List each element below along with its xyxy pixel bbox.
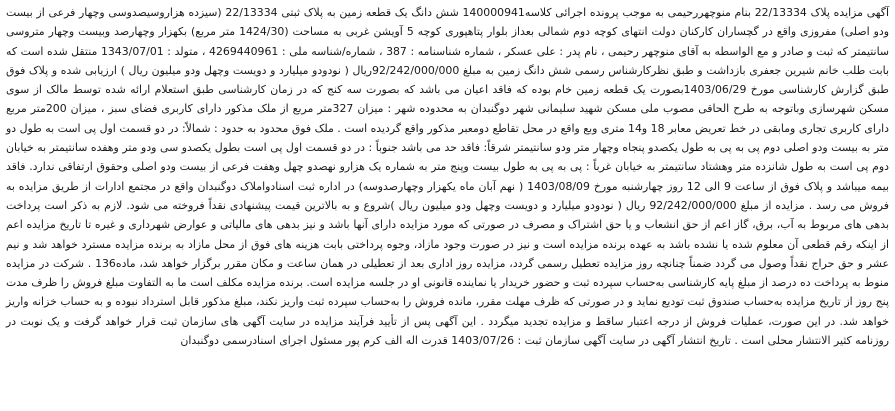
- notice-body-text: آگهی مزایده پلاک 22/13334 بنام منوچهررحیمی به موجب پرونده اجرائی کلاسه140000941 شش دانگ یک قطعه زمین به پلاک ثبتی 22/13334 (سیزده هزاروسیصدوسی وچهار فرعی از بیست ودو اصلی) مفروزی واقع در گچساران کارکنان دولت انتهای کوچه دوم شمالی بعداز بلوار پتاهپوری کوچه 5 آویشن غربی به مساحت (1424/30 متر مربع) بکهزار وچهارصد وبیست وچهار متروسی سانتیمتر که ثبت و صادر و مع الواسطه به آقای منوچهر رحیمی ، نام پدر : علی عسکر ، شماره شناسنامه : 387 ، شماره/شناسه ملی : 4269440961 ، متولد : 1343/07/01 منتقل شده است که بابت طلب خانم شیرین جعفری بازداشت و طبق نظرکارشناس رسمی شش دانگ زمین به مبلغ 92/242/000/000ریال ( نودودو میلیارد و دویست وچهل ودو میلیون ریال ) ارزیابی شده و پلاک فوق طبق گزارش کارشناسی مورخ 1403/06/29بصورت یک قطعه زمین خام بوده که فاقد اعیان می باشد که بصورت سه کنج که در زمان کارشناسی طبق استعلام ارائه شده توسط مالک از سوی مسکن شهرسازی وباتوجه به طرح الحاقی مصوب ملی مسکن شهید سلیمانی شهر دوگنبدان به محدوده شهر : میزان 327متر مربع از ملک مذکور دارای کاربری فضای سبز ، میزان 200متر مربع دارای کاربری تجاری ومابقی در خط تعریض معابر 18 و14 متری وبع واقع در محل تقاطع دومعبر مذکور واقع گردیده است . ملک فوق محدود به حدود : شمالاً: در دو قسمت اول پی است به طول دو متر به بیست ودو اصلی دوم پی به پی به طول یکصدو پنجاه وچهار متر ودو سانتیمتر شرقاً: فاقد حد می باشد جنوباً : در دو قسمت اول پی است بطول یکصدو سی ودو متر وهفده سانتیمتر به خیابان دوم پی است به طول شانزده متر وهشتاد سانتیمتر به خیابان غرباً : پی به پی به طول بیست وپنج متر به شماره یک هزارو نهصدو چهل وهفت فرعی از بیست ودو اصلی وحقوق ارتفاقی ندارد. فاقد بیمه میباشد و پلاک فوق از ساعت 9 الی 12 روز چهارشنبه مورخ 1403/08/09 ( نهم آبان ماه یکهزار وچهارصدوسه) در اداره ثبت اسنادواملاک دوگنبدان واقع در مجتمع ادارات از طریق مزایده به فروش می رسد . مزایده از مبلغ 92/242/000/000 ریال ( نودودو میلیارد و دویست وچهل ودو میلیون ریال )شروع و به بالاترین قیمت پیشنهادی نقداً فروخته می شود. لازم به ذکر است پرداخت بدهی های مربوط به آب، برق، گاز اعم از حق انشعاب و یا حق اشتراک و مصرف در صورتی که مورد مزایده دارای آنها باشد و نیز بدهی های مالیاتی و عوارض شهرداری و غیره تا تاریخ مزایده اعم از اینکه رقم قطعی آن معلوم شده یا نشده باشد به عهده برنده مزایده است و نیز در صورت وجود مازاد، وجوه پرداختی بابت هزینه های فوق از محل مازاد به برنده مزایده مسترد خواهد شد و نیم عشر و حق حراج نقداً وصول می گردد ضمناً چنانچه روز مزایده تعطیل رسمی گردد، مزایده روز اداری بعد از تعطیلی در همان ساعت و مکان مقرر برگزار خواهد شد، ماده136 . شرکت در مزایده منوط به پرداخت ده درصد از مبلغ پایه کارشناسی به‌حساب سپرده ثبت و حضور خریدار یا نماینده قانونی او در جلسه مزایده است. برنده مزایده مکلف است ما به التفاوت مبلغ فروش را ظرف مدت پنج روز از تاریخ مزایده به‌حساب صندوق ثبت تودیع نماید و در صورتی که ظرف مهلت مقرر، مانده فروش را به‌حساب سپرده ثبت واریز نکند، مبلغ مذکور قابل استرداد نبوده و به حساب خزانه واریز خواهد شد. در این صورت، عملیات فروش از درجه اعتبار ساقط و مزایده تجدید میگردد . این آگهی پس از تأیید فرآیند مزایده در سایت آگهی های سازمان ثبت قرار خواهد گرفت و یک نوبت در روزنامه کثیر الانتشار محلی است . تاریخ انتشار آگهی در سایت آگهی سازمان ثبت : 1403/07/26 قدرت اله الف کرم پور مسئول اجرای اسنادرسمی دوگنبدان: [6, 6, 890, 348]
